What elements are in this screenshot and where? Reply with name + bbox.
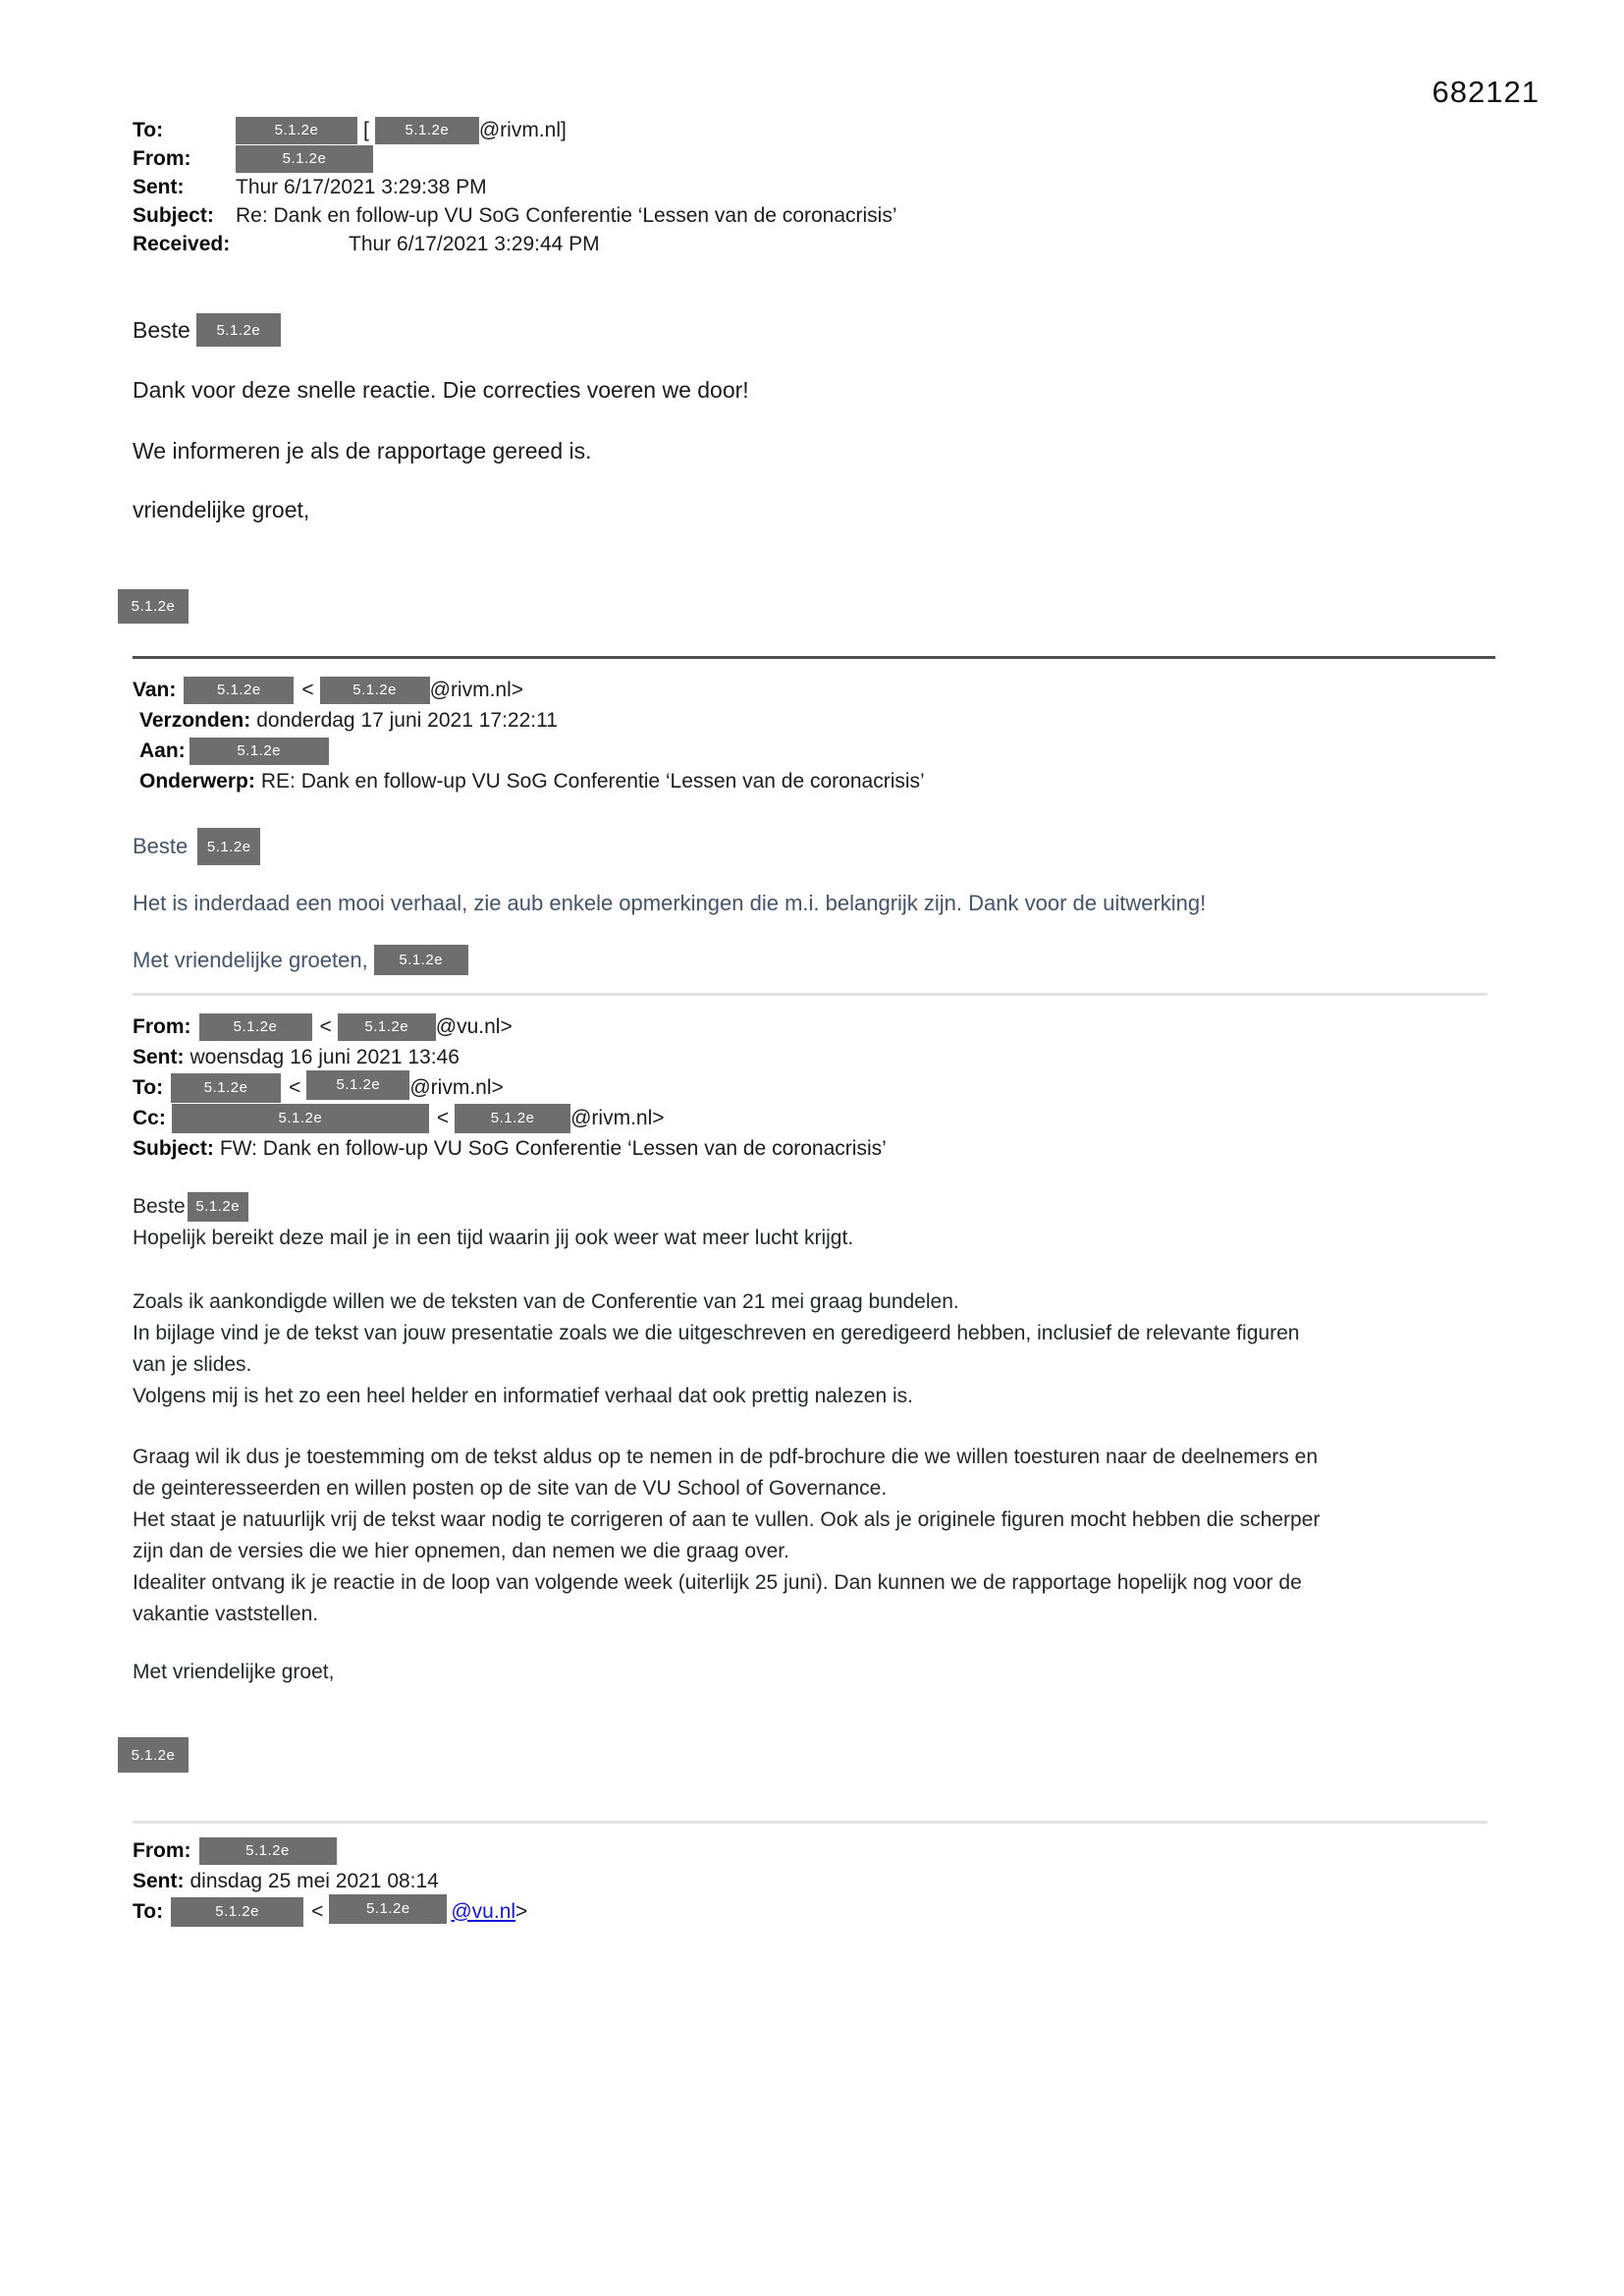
sent-value: Thur 6/17/2021 3:29:38 PM — [236, 175, 487, 198]
body-line: Idealiter ontvang ik je reactie in de loop van volgende week (uiterlijk 25 juni). Dan kunnen we de rapportage hopelijk nog voor de — [133, 1571, 1302, 1594]
email4-from-row — [133, 1835, 1537, 1866]
email2-onderwerp-row — [133, 766, 1537, 796]
email2-paragraph: Het is inderdaad een mooi verhaal, zie aub enkele opmerkingen die m.i. belangrijk zijn. Dank voor de uitwerking! — [133, 891, 1207, 915]
email4-header — [133, 1835, 1537, 1927]
email2-header — [133, 675, 1537, 796]
redaction-box: 5.1.2e — [306, 1070, 409, 1100]
subject-label: Subject: — [133, 203, 214, 227]
verzonden-value: donderdag 17 juni 2021 17:22:11 — [256, 708, 558, 732]
sent-label: Sent: — [133, 1869, 185, 1892]
email3-paragraph: Hopelijk bereikt deze mail je in een tijd waarin jij ook weer wat meer lucht krijgt. — [133, 1227, 854, 1249]
bracket-text: [ — [363, 118, 369, 141]
signature-redaction-box: 5.1.2e — [118, 1737, 189, 1773]
angle-text: < — [319, 1014, 332, 1038]
body-line: van je slides. — [133, 1353, 252, 1376]
closing-text: Met vriendelijke groeten, — [133, 947, 368, 972]
aan-label: Aan: — [139, 738, 186, 762]
redaction-box: 5.1.2e — [172, 1104, 429, 1133]
email3-paragraph — [133, 1442, 1537, 1630]
email4-sent-row — [133, 1866, 1537, 1896]
cc-label: Cc: — [133, 1106, 166, 1129]
email1-subject-row — [133, 201, 1537, 230]
email2-closing — [133, 945, 1537, 975]
document-content — [133, 116, 1537, 1927]
email2-greeting — [133, 828, 1537, 865]
redaction-box: 5.1.2e — [196, 313, 281, 347]
redaction-box: 5.1.2e — [189, 738, 329, 765]
from-label: From: — [133, 1838, 191, 1862]
from-domain: @vu.nl> — [435, 1014, 513, 1038]
email3-closing: Met vriendelijke groet, — [133, 1661, 335, 1683]
redaction-box: 5.1.2e — [188, 1192, 248, 1222]
onderwerp-value: RE: Dank en follow-up VU SoG Conferentie ‘Lessen van de coronacrisis’ — [260, 769, 925, 793]
greeting-text: Beste — [133, 834, 189, 858]
redaction-box: 5.1.2e — [374, 945, 468, 975]
redaction-box: 5.1.2e — [329, 1894, 447, 1924]
email1-header — [133, 116, 1537, 258]
verzonden-label: Verzonden: — [139, 708, 251, 732]
redaction-box: 5.1.2e — [236, 117, 357, 144]
angle-text: < — [301, 678, 314, 701]
email4-to-row — [133, 1896, 1537, 1927]
email1-sent-row — [133, 173, 1537, 201]
email2-aan-row — [133, 736, 1537, 766]
section-divider — [133, 656, 1495, 659]
redaction-box: 5.1.2e — [375, 117, 479, 144]
body-line: vakantie vaststellen. — [133, 1603, 319, 1625]
body-line: Zoals ik aankondigde willen we de teksten van de Conferentie van 21 mei graag bundelen. — [133, 1290, 959, 1313]
email1-from-row — [133, 144, 1537, 173]
subject-value: Re: Dank en follow-up VU SoG Conferentie ‘Lessen van de coronacrisis’ — [236, 203, 897, 227]
email1-received-row — [133, 230, 1537, 258]
onderwerp-label: Onderwerp: — [139, 769, 255, 793]
body-line: de geinteresseerden en willen posten op de site van de VU School of Governance. — [133, 1477, 888, 1500]
redaction-box: 5.1.2e — [455, 1104, 570, 1133]
email1-greeting — [133, 313, 1537, 347]
redaction-box: 5.1.2e — [171, 1897, 303, 1927]
angle-text: < — [436, 1106, 450, 1129]
sent-value: woensdag 16 juni 2021 13:46 — [189, 1045, 460, 1068]
email1-paragraph: Dank voor deze snelle reactie. Die correcties voeren we door! — [133, 377, 749, 403]
body-line: Graag wil ik dus je toestemming om de tekst aldus op te nemen in de pdf-brochure die we willen toesturen naar de deelnemers en — [133, 1446, 1318, 1468]
cc-domain: @rivm.nl> — [570, 1106, 665, 1129]
to-label: To: — [133, 1899, 164, 1923]
received-label: Received: — [133, 232, 231, 255]
email3-subject-row — [133, 1133, 1537, 1164]
vu-email-link[interactable]: @vu.nl — [451, 1899, 516, 1923]
sent-label: Sent: — [133, 1045, 185, 1068]
subject-label: Subject: — [133, 1136, 214, 1160]
email3-header — [133, 1011, 1537, 1164]
email3-from-row — [133, 1011, 1537, 1042]
body-line: zijn dan de versies die we hier opnemen, dan nemen we die graag over. — [133, 1540, 789, 1562]
from-label: From: — [133, 146, 191, 170]
redaction-box: 5.1.2e — [171, 1073, 281, 1103]
redaction-box: 5.1.2e — [199, 1013, 312, 1041]
email3-greeting — [133, 1191, 1537, 1223]
email1-closing: vriendelijke groet, — [133, 497, 310, 522]
section-divider — [133, 993, 1488, 996]
received-value: Thur 6/17/2021 3:29:44 PM — [349, 232, 600, 255]
redaction-box: 5.1.2e — [199, 1837, 337, 1865]
email3-paragraph — [133, 1286, 1537, 1412]
body-line: Het staat je natuurlijk vrij de tekst waar nodig te corrigeren of aan te vullen. Ook als je originele figuren mocht hebben die scherper — [133, 1508, 1321, 1531]
van-label: Van: — [133, 678, 177, 701]
redaction-box: 5.1.2e — [236, 145, 373, 173]
angle-text: < — [289, 1075, 301, 1099]
sent-label: Sent: — [133, 175, 185, 198]
email1-to-row — [133, 116, 1537, 144]
section-divider — [133, 1821, 1488, 1824]
doc-number: 682121 — [1432, 75, 1540, 109]
angle-close-text: > — [515, 1899, 528, 1923]
from-label: From: — [133, 1014, 191, 1038]
body-line: In bijlage vind je de tekst van jouw presentatie zoals we die uitgeschreven en geredigeerd hebben, inclusief de relevante figuren — [133, 1322, 1300, 1344]
email3-to-row — [133, 1072, 1537, 1103]
to-domain: @rivm.nl] — [478, 118, 567, 141]
to-label: To: — [133, 1075, 164, 1099]
angle-text: < — [311, 1899, 324, 1923]
subject-value: FW: Dank en follow-up VU SoG Conferentie ‘Lessen van de coronacrisis’ — [219, 1136, 887, 1160]
redaction-box: 5.1.2e — [320, 677, 430, 704]
greeting-text: Beste — [133, 316, 190, 343]
email3-sent-row — [133, 1042, 1537, 1072]
email2-verzonden-row — [133, 705, 1537, 736]
email1-paragraph: We informeren je als de rapportage gereed is. — [133, 438, 592, 464]
to-label: To: — [133, 118, 164, 141]
email2-van-row — [133, 675, 1537, 705]
body-line: Volgens mij is het zo een heel helder en informatief verhaal dat ook prettig nalezen is. — [133, 1385, 913, 1407]
van-domain: @rivm.nl> — [429, 678, 524, 701]
greeting-text: Beste — [133, 1195, 186, 1218]
signature-redaction-box: 5.1.2e — [118, 589, 189, 624]
redaction-box: 5.1.2e — [197, 828, 260, 865]
redaction-box: 5.1.2e — [338, 1013, 436, 1041]
to-domain: @rivm.nl> — [409, 1075, 504, 1099]
email3-cc-row — [133, 1103, 1537, 1133]
sent-value: dinsdag 25 mei 2021 08:14 — [189, 1869, 439, 1892]
redaction-box: 5.1.2e — [184, 677, 294, 704]
